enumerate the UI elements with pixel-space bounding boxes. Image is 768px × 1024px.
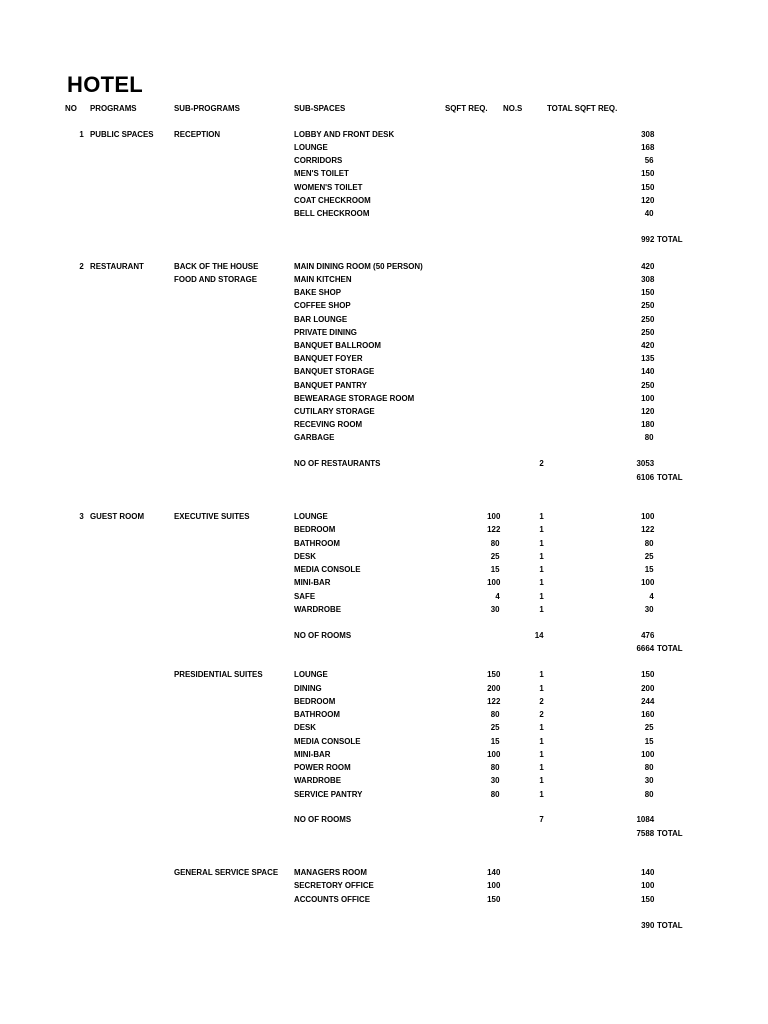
- row-sqft-req: 150: [486, 669, 500, 679]
- row-nos: 2: [539, 458, 544, 468]
- row-sub-space: BELL CHECKROOM: [294, 208, 370, 218]
- row-total-sqft: 168: [640, 142, 654, 152]
- row-total-label: TOTAL: [657, 472, 683, 482]
- row-total-sqft: 150: [640, 287, 654, 297]
- row-sub-space: WOMEN'S TOILET: [294, 182, 363, 192]
- row-sub-space: BEWEARAGE STORAGE ROOM: [294, 393, 415, 403]
- row-total-sqft: 4: [649, 591, 654, 601]
- header-total-sqft-req: TOTAL SQFT REQ.: [547, 103, 618, 113]
- row-sub-space: BANQUET STORAGE: [294, 366, 375, 376]
- row-sub-space: POWER ROOM: [294, 762, 351, 772]
- row-sqft-req: 25: [491, 722, 500, 732]
- header-programs: PROGRAMS: [90, 103, 137, 113]
- row-nos: 1: [539, 669, 544, 679]
- row-total-sqft: 100: [640, 749, 654, 759]
- row-sub-space: GARBAGE: [294, 432, 335, 442]
- row-sub-space: BATHROOM: [294, 709, 340, 719]
- row-sub-space: MINI-BAR: [294, 749, 331, 759]
- row-sub-space: BEDROOM: [294, 696, 336, 706]
- row-nos: 1: [539, 722, 544, 732]
- row-no: 3: [79, 511, 84, 521]
- row-total-label: TOTAL: [657, 234, 683, 244]
- row-total-sqft: 150: [640, 669, 654, 679]
- row-sub-space: NO OF ROOMS: [294, 630, 352, 640]
- row-total-sqft: 56: [645, 155, 654, 165]
- row-sub-space: LOUNGE: [294, 142, 328, 152]
- row-total-sqft: 200: [640, 683, 654, 693]
- row-nos: 1: [539, 736, 544, 746]
- row-nos: 2: [539, 709, 544, 719]
- row-nos: 1: [539, 551, 544, 561]
- row-sub-space: MAIN DINING ROOM (50 PERSON): [294, 261, 423, 271]
- row-total-sqft: 7588: [636, 828, 654, 838]
- row-total-sqft: 140: [640, 366, 654, 376]
- row-nos: 1: [539, 524, 544, 534]
- row-sqft-req: 15: [491, 564, 500, 574]
- row-sqft-req: 150: [486, 894, 500, 904]
- row-sqft-req: 30: [491, 604, 500, 614]
- row-total-sqft: 100: [640, 511, 654, 521]
- row-program: RESTAURANT: [90, 261, 144, 271]
- row-nos: 1: [539, 683, 544, 693]
- row-sub-space: LOUNGE: [294, 669, 328, 679]
- row-program: GUEST ROOM: [90, 511, 145, 521]
- row-sqft-req: 25: [491, 551, 500, 561]
- row-sub-space: COAT CHECKROOM: [294, 195, 371, 205]
- row-total-sqft: 100: [640, 577, 654, 587]
- row-sqft-req: 80: [491, 538, 500, 548]
- row-total-sqft: 3053: [636, 458, 654, 468]
- row-sub-space: MEDIA CONSOLE: [294, 736, 361, 746]
- row-sub-space: BEDROOM: [294, 524, 336, 534]
- row-sqft-req: 100: [486, 577, 500, 587]
- row-sub-space: BANQUET PANTRY: [294, 380, 367, 390]
- row-total-sqft: 150: [640, 168, 654, 178]
- row-sub-space: MEN'S TOILET: [294, 168, 349, 178]
- row-nos: 1: [539, 538, 544, 548]
- row-sqft-req: 200: [486, 683, 500, 693]
- row-total-sqft: 6106: [636, 472, 654, 482]
- row-sub-space: MINI-BAR: [294, 577, 331, 587]
- row-sub-space: MEDIA CONSOLE: [294, 564, 361, 574]
- row-sub-program: FOOD AND STORAGE: [174, 274, 258, 284]
- header-nos: NO.S: [503, 103, 523, 113]
- row-sub-space: WARDROBE: [294, 604, 342, 614]
- row-total-sqft: 476: [640, 630, 654, 640]
- row-sqft-req: 122: [486, 696, 500, 706]
- row-sub-space: NO OF ROOMS: [294, 814, 352, 824]
- row-nos: 1: [539, 577, 544, 587]
- row-total-sqft: 25: [645, 722, 654, 732]
- row-sub-space: SAFE: [294, 591, 316, 601]
- row-total-sqft: 992: [640, 234, 654, 244]
- row-nos: 1: [539, 604, 544, 614]
- row-sub-space: ACCOUNTS OFFICE: [294, 894, 370, 904]
- row-nos: 14: [535, 630, 544, 640]
- page-title: HOTEL: [67, 72, 144, 97]
- row-sub-space: DESK: [294, 722, 316, 732]
- row-total-sqft: 308: [640, 129, 654, 139]
- row-total-sqft: 100: [640, 880, 654, 890]
- row-sqft-req: 30: [491, 775, 500, 785]
- row-sub-program: RECEPTION: [174, 129, 221, 139]
- row-total-sqft: 80: [645, 432, 654, 442]
- row-sub-space: SERVICE PANTRY: [294, 789, 363, 799]
- row-total-sqft: 250: [640, 327, 654, 337]
- row-total-sqft: 40: [645, 208, 654, 218]
- row-sqft-req: 80: [491, 762, 500, 772]
- row-total-sqft: 180: [640, 419, 654, 429]
- row-sqft-req: 100: [486, 511, 500, 521]
- row-sqft-req: 122: [486, 524, 500, 534]
- row-total-sqft: 15: [645, 736, 654, 746]
- row-nos: 1: [539, 762, 544, 772]
- row-total-sqft: 25: [645, 551, 654, 561]
- row-total-sqft: 30: [645, 604, 654, 614]
- row-total-sqft: 308: [640, 274, 654, 284]
- row-sub-program: BACK OF THE HOUSE: [174, 261, 259, 271]
- row-total-sqft: 80: [645, 762, 654, 772]
- row-sub-space: LOUNGE: [294, 511, 328, 521]
- row-nos: 7: [539, 814, 544, 824]
- row-sub-space: SECRETORY OFFICE: [294, 880, 374, 890]
- row-nos: 1: [539, 564, 544, 574]
- row-total-sqft: 420: [640, 340, 654, 350]
- row-sub-program: GENERAL SERVICE SPACE: [174, 867, 279, 877]
- header-sub-programs: SUB-PROGRAMS: [174, 103, 240, 113]
- row-total-label: TOTAL: [657, 828, 683, 838]
- row-total-label: TOTAL: [657, 643, 683, 653]
- row-nos: 1: [539, 591, 544, 601]
- row-total-sqft: 30: [645, 775, 654, 785]
- row-sub-space: BAR LOUNGE: [294, 314, 348, 324]
- row-nos: 1: [539, 511, 544, 521]
- row-sub-program: PRESIDENTIAL SUITES: [174, 669, 263, 679]
- row-sub-space: MANAGERS ROOM: [294, 867, 367, 877]
- row-total-sqft: 15: [645, 564, 654, 574]
- row-total-sqft: 140: [640, 867, 654, 877]
- row-sub-space: RECEVING ROOM: [294, 419, 363, 429]
- header-sqft-req: SQFT REQ.: [445, 103, 488, 113]
- row-sqft-req: 4: [495, 591, 500, 601]
- row-total-sqft: 80: [645, 538, 654, 548]
- row-nos: 2: [539, 696, 544, 706]
- row-sub-space: NO OF RESTAURANTS: [294, 458, 381, 468]
- row-total-sqft: 250: [640, 300, 654, 310]
- row-total-label: TOTAL: [657, 920, 683, 930]
- row-sqft-req: 15: [491, 736, 500, 746]
- row-sqft-req: 80: [491, 709, 500, 719]
- row-total-sqft: 250: [640, 380, 654, 390]
- row-sub-space: DESK: [294, 551, 316, 561]
- row-total-sqft: 120: [640, 195, 654, 205]
- row-nos: 1: [539, 789, 544, 799]
- row-sub-space: BANQUET BALLROOM: [294, 340, 381, 350]
- row-no: 2: [79, 261, 84, 271]
- row-total-sqft: 160: [640, 709, 654, 719]
- row-nos: 1: [539, 775, 544, 785]
- row-sub-space: MAIN KITCHEN: [294, 274, 352, 284]
- row-no: 1: [79, 129, 84, 139]
- row-sub-space: BANQUET FOYER: [294, 353, 363, 363]
- row-sub-program: EXECUTIVE SUITES: [174, 511, 250, 521]
- row-nos: 1: [539, 749, 544, 759]
- row-sub-space: BATHROOM: [294, 538, 340, 548]
- row-sqft-req: 80: [491, 789, 500, 799]
- row-sub-space: DINING: [294, 683, 322, 693]
- row-program: PUBLIC SPACES: [90, 129, 154, 139]
- row-total-sqft: 244: [640, 696, 654, 706]
- row-sqft-req: 100: [486, 749, 500, 759]
- row-total-sqft: 420: [640, 261, 654, 271]
- row-total-sqft: 6664: [636, 643, 654, 653]
- row-total-sqft: 122: [640, 524, 654, 534]
- header-no: NO: [65, 103, 77, 113]
- row-sqft-req: 100: [486, 880, 500, 890]
- row-sub-space: CORRIDORS: [294, 155, 343, 165]
- row-total-sqft: 135: [640, 353, 654, 363]
- row-sqft-req: 140: [486, 867, 500, 877]
- row-total-sqft: 80: [645, 789, 654, 799]
- row-sub-space: BAKE SHOP: [294, 287, 342, 297]
- row-total-sqft: 100: [640, 393, 654, 403]
- row-total-sqft: 250: [640, 314, 654, 324]
- row-sub-space: CUTILARY STORAGE: [294, 406, 375, 416]
- row-total-sqft: 150: [640, 182, 654, 192]
- row-sub-space: COFFEE SHOP: [294, 300, 351, 310]
- row-total-sqft: 120: [640, 406, 654, 416]
- row-sub-space: WARDROBE: [294, 775, 342, 785]
- row-sub-space: PRIVATE DINING: [294, 327, 357, 337]
- row-total-sqft: 1084: [636, 814, 654, 824]
- row-sub-space: LOBBY AND FRONT DESK: [294, 129, 395, 139]
- row-total-sqft: 150: [640, 894, 654, 904]
- header-sub-spaces: SUB-SPACES: [294, 103, 346, 113]
- row-total-sqft: 390: [640, 920, 654, 930]
